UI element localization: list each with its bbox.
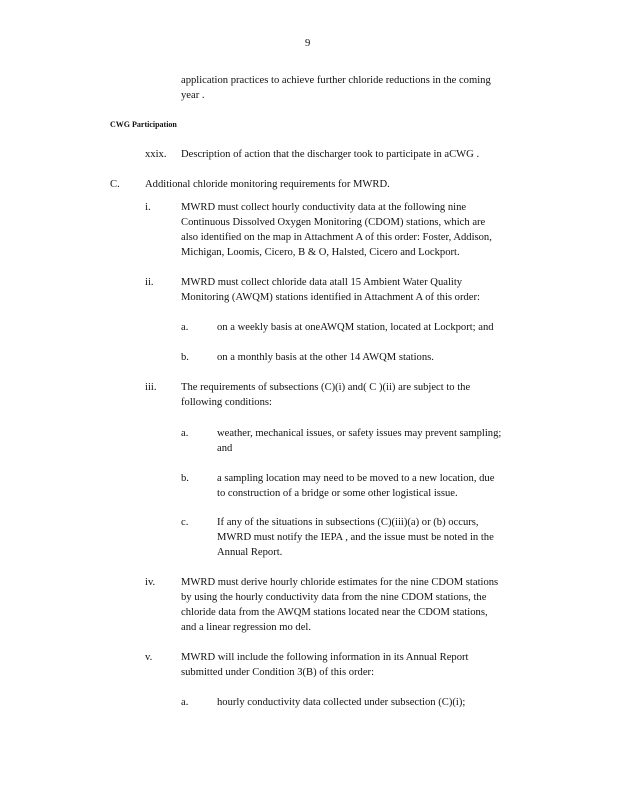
item-i-line: Michigan, Loomis, Cicero, B & O, Halsted, Cicero and Lockport. — [181, 247, 460, 258]
continuation-line-2: year . — [181, 90, 205, 101]
item-iii-sub-b-label: b. — [181, 473, 189, 484]
item-iii-sub-c-label: c. — [181, 517, 189, 528]
item-iii-sub-a-line: and — [217, 443, 233, 454]
item-i-numeral: i. — [145, 202, 151, 213]
item-iv-line: by using the hourly conductivity data from the nine CDOM stations, the — [181, 592, 487, 603]
item-iv-line: chloride data from the AWQM stations located near the CDOM stations, — [181, 607, 488, 618]
item-i-line: MWRD must collect hourly conductivity data at the following nine — [181, 202, 467, 213]
item-ii-sub-b-label: b. — [181, 352, 189, 363]
item-i-line: also identified on the map in Attachment A of this order: Foster, Addison, — [181, 232, 492, 243]
section-c-letter: C. — [110, 179, 120, 190]
continuation-line-1: application practices to achieve further chloride reductions in the coming — [181, 75, 491, 86]
item-xxix-text: Description of action that the discharger took to participate in aCWG . — [181, 149, 480, 160]
item-v-line: submitted under Condition 3(B) of this order: — [181, 667, 375, 678]
item-iii-sub-c-line: MWRD must notify the IEPA , and the issue must be noted in the — [217, 532, 494, 543]
item-ii-numeral: ii. — [145, 277, 154, 288]
item-iii-sub-b-line: to construction of a bridge or some other logistical issue. — [217, 488, 458, 499]
item-iii-sub-c-line: If any of the situations in subsections (C)(iii)(a) or (b) occurs, — [217, 517, 479, 528]
item-i-line: Continuous Dissolved Oxygen Monitoring (CDOM) stations, which are — [181, 217, 486, 228]
item-iv-line: MWRD must derive hourly chloride estimates for the nine CDOM stations — [181, 577, 499, 588]
item-iii-sub-b-line: a sampling location may need to be moved to a new location, due — [217, 473, 495, 484]
item-iii-sub-a-line: weather, mechanical issues, or safety issues may prevent sampling; — [217, 428, 502, 439]
item-v-sub-a-label: a. — [181, 697, 189, 708]
item-iii-line: The requirements of subsections (C)(i) and( C )(ii) are subject to the — [181, 382, 471, 393]
item-ii-sub-b-text: on a monthly basis at the other 14 AWQM stations. — [217, 352, 434, 363]
item-iv-line: and a linear regression mo del. — [181, 622, 312, 633]
item-v-sub-a-text: hourly conductivity data collected under subsection (C)(i); — [217, 697, 466, 708]
item-ii-sub-a-label: a. — [181, 322, 189, 333]
item-v-numeral: v. — [145, 652, 153, 663]
cwg-heading: CWG Participation — [110, 120, 177, 129]
item-iii-sub-a-label: a. — [181, 428, 189, 439]
item-ii-line: MWRD must collect chloride data atall 15 Ambient Water Quality — [181, 277, 463, 288]
item-iii-sub-c-line: Annual Report. — [217, 547, 283, 558]
section-c-title: Additional chloride monitoring requirements for MWRD. — [145, 179, 390, 190]
page-number: 9 — [305, 38, 311, 49]
item-ii-line: Monitoring (AWQM) stations identified in Attachment A of this order: — [181, 292, 480, 303]
item-xxix-numeral: xxix. — [145, 149, 167, 160]
item-v-line: MWRD will include the following information in its Annual Report — [181, 652, 469, 663]
item-iii-line: following conditions: — [181, 397, 272, 408]
item-iii-numeral: iii. — [145, 382, 157, 393]
item-iv-numeral: iv. — [145, 577, 156, 588]
item-ii-sub-a-text: on a weekly basis at oneAWQM station, located at Lockport; and — [217, 322, 494, 333]
